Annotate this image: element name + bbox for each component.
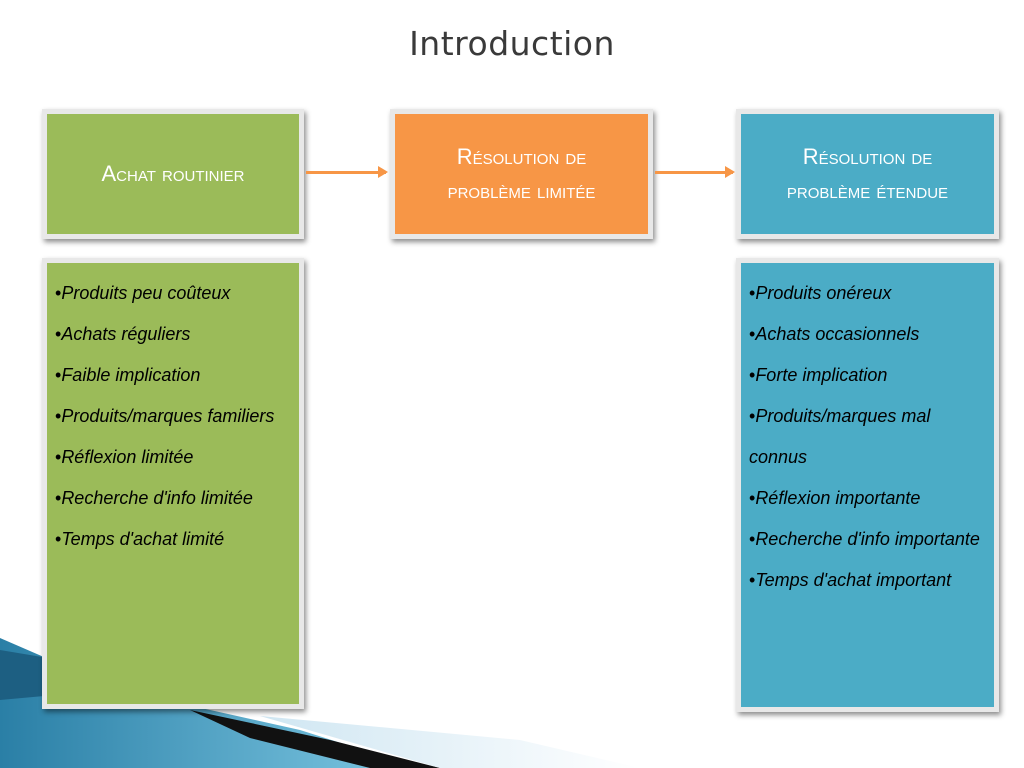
list-item: • Faible implication — [55, 355, 291, 396]
list-item: • Produits/marques familiers — [55, 396, 291, 437]
list-item: • Temps d'achat limité — [55, 519, 291, 560]
list-item: • Réflexion importante — [749, 478, 986, 519]
list-item: • Recherche d'info importante — [749, 519, 986, 560]
achat-routinier-characteristics — [42, 258, 304, 709]
list-item: • Réflexion limitée — [55, 437, 291, 478]
resolution-etendue-label-line2: problème étendue — [786, 178, 949, 203]
arrow-right-icon — [306, 171, 386, 174]
list-item: • Recherche d'info limitée — [55, 478, 291, 519]
characteristics-list-right — [749, 273, 986, 601]
resolution-etendue-label — [787, 140, 948, 208]
list-item: • Produits onéreux — [749, 273, 986, 314]
characteristics-list-left — [55, 273, 291, 560]
achat-routinier-label-line1: Achat routinier — [101, 161, 245, 186]
resolution-etendue-characteristics — [736, 258, 999, 712]
resolution-limitee-label — [448, 140, 596, 208]
arrow-right-icon — [655, 171, 733, 174]
list-item: • Forte implication — [749, 355, 986, 396]
resolution-limitee-label-line2: problème limitée — [447, 178, 596, 203]
page-title: Introduction — [409, 24, 615, 63]
list-item: • Produits/marques mal connus — [749, 396, 986, 478]
list-item: • Produits peu coûteux — [55, 273, 291, 314]
list-item: • Achats réguliers — [55, 314, 291, 355]
resolution-etendue-label-line1: Résolution de — [802, 144, 933, 169]
resolution-etendue-box — [736, 109, 999, 239]
achat-routinier-box — [42, 109, 304, 239]
resolution-limitee-box — [390, 109, 653, 239]
resolution-limitee-label-line1: Résolution de — [456, 144, 587, 169]
list-item: • Achats occasionnels — [749, 314, 986, 355]
achat-routinier-label — [101, 157, 244, 191]
list-item: • Temps d'achat important — [749, 560, 986, 601]
